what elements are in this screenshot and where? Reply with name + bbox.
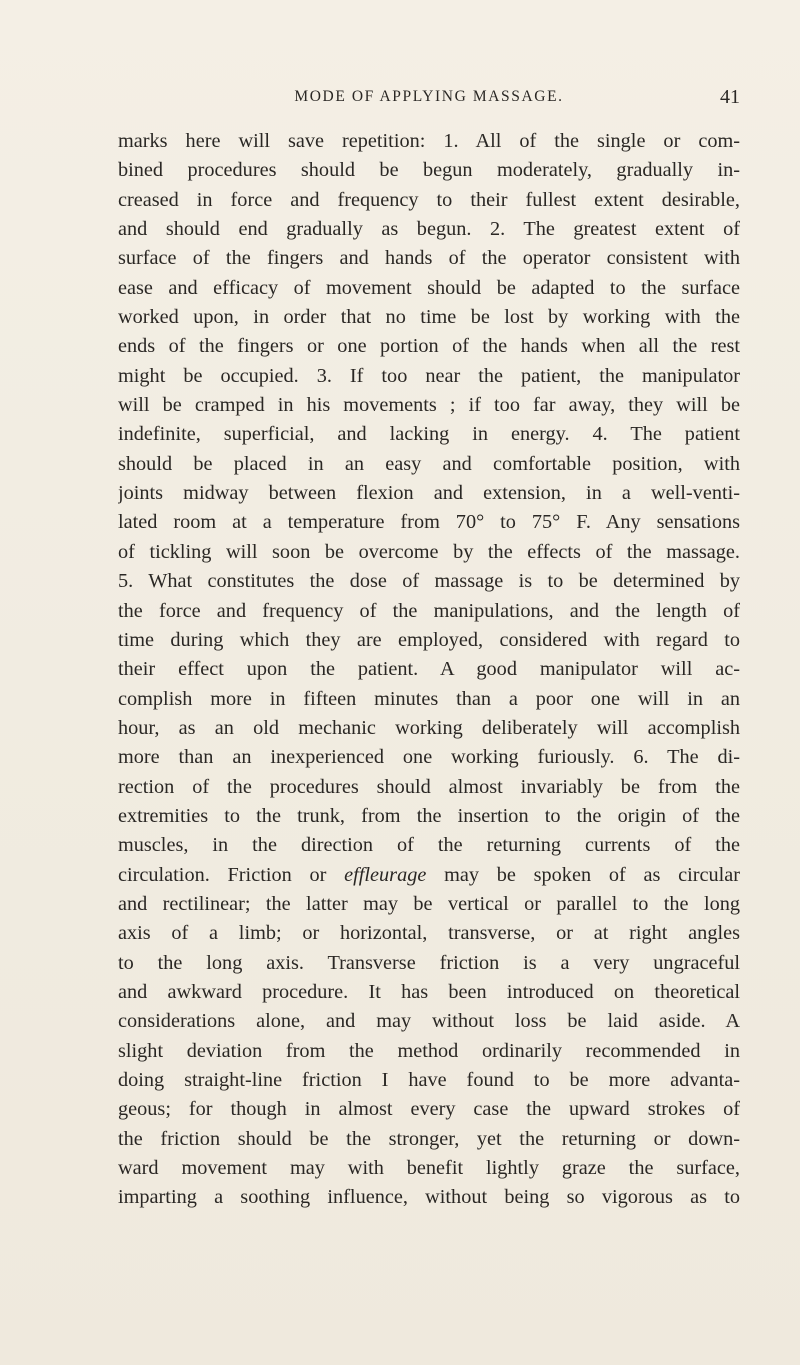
text-line: the force and frequency of the manipulations, and the length of <box>118 599 740 622</box>
text-line: rection of the procedures should almost invariably be from the <box>118 775 740 798</box>
text-line: doing straight-line friction I have found to be more advanta- <box>118 1069 740 1091</box>
text-line: bined procedures should be begun moderately, gradually in- <box>118 159 740 182</box>
text-line: worked upon, in order that no time be lost by working with the <box>118 306 740 329</box>
text-line: muscles, in the direction of the returning currents of the <box>118 834 740 857</box>
text-line: of tickling will soon be overcome by the effects of the massage. <box>118 540 740 563</box>
text-line: extremities to the trunk, from the insertion to the origin of the <box>118 804 740 827</box>
text-line: lated room at a temperature from 70° to 75° F. Any sensations <box>118 511 740 534</box>
text-line: ease and efficacy of movement should be adapted to the surface <box>118 276 740 299</box>
text-line: time during which they are employed, considered with regard to <box>118 628 740 651</box>
text-line: to the long axis. Transverse friction is a very ungraceful <box>118 951 740 974</box>
text-line-mixed <box>118 861 740 890</box>
text-line: complish more in fifteen minutes than a poor one will in an <box>118 687 740 710</box>
text-line: ends of the fingers or one portion of the hands when all the rest <box>118 335 740 358</box>
text-line: slight deviation from the method ordinarily recommended in <box>118 1039 740 1062</box>
text-line: the friction should be the stronger, yet the returning or down- <box>118 1127 740 1150</box>
text-line: and should end gradually as begun. 2. The greatest extent of <box>118 218 740 241</box>
text-line: creased in force and frequency to their fullest extent desirable, <box>118 188 740 211</box>
text-line: more than an inexperienced one working furiously. 6. The di- <box>118 746 740 769</box>
text-run: circulation. Friction or <box>118 863 345 886</box>
text-line: should be placed in an easy and comfortable position, with <box>118 452 740 475</box>
text-line: axis of a limb; or horizontal, transverse, or at right angles <box>118 922 740 945</box>
text-line: imparting a soothing influence, without being so vigorous as to <box>118 1186 740 1209</box>
text-line: their effect upon the patient. A good manipulator will ac- <box>118 658 740 681</box>
page-header <box>118 86 740 110</box>
text-line: and awkward procedure. It has been introduced on theoretical <box>118 980 740 1003</box>
text-line: indefinite, superficial, and lacking in energy. 4. The patient <box>118 423 740 446</box>
text-line: considerations alone, and may without loss be laid aside. A <box>118 1010 740 1033</box>
running-head: MODE OF APPLYING MASSAGE. <box>294 88 564 105</box>
text-line: ward movement may with benefit lightly graze the surface, <box>118 1157 740 1180</box>
text-line: joints midway between flexion and extension, in a well-venti- <box>118 482 740 505</box>
text-line: marks here will save repetition: 1. All of the single or com- <box>118 130 740 152</box>
text-line: and rectilinear; the latter may be vertical or parallel to the long <box>118 892 740 915</box>
text-line: will be cramped in his movements ; if too far away, they will be <box>118 394 740 417</box>
text-line: hour, as an old mechanic working deliberately will accomplish <box>118 716 740 739</box>
text-run: may be spoken of as circular <box>426 863 740 886</box>
body-paragraph <box>118 127 740 1213</box>
italic-term: effleurage <box>344 863 427 886</box>
text-line: 5. What constitutes the dose of massage is to be determined by <box>118 570 740 593</box>
text-line: geous; for though in almost every case the upward strokes of <box>118 1098 740 1121</box>
text-line: surface of the fingers and hands of the operator consistent with <box>118 247 740 270</box>
page-number: 41 <box>720 86 740 108</box>
text-line: might be occupied. 3. If too near the patient, the manipulator <box>118 364 740 387</box>
